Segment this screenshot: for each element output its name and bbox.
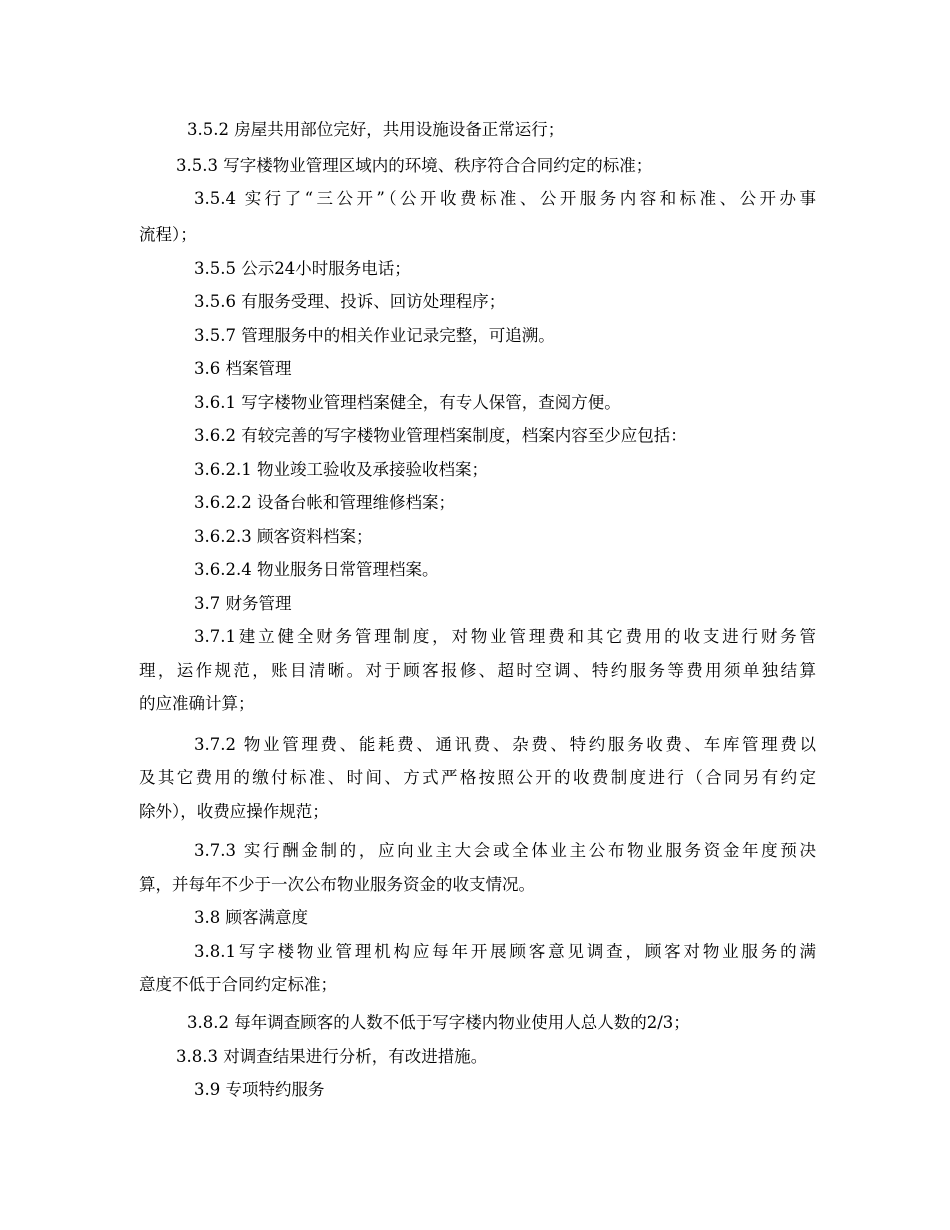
text-line-3-6-2-4: 3.6.2.4 物业服务日常管理档案。 xyxy=(194,560,439,579)
text-line-3-8-1: 3.8.1写字楼物业管理机构应每年开展顾客意见调查，顾客对物业服务的满 xyxy=(194,942,816,961)
text-line-3-7-3-cont: 算，并每年不少于一次公布物业服务资金的收支情况。 xyxy=(139,875,535,894)
heading-3-9: 3.9 专项特约服务 xyxy=(194,1080,325,1099)
text-line-3-7-1: 3.7.1建立健全财务管理制度，对物业管理费和其它费用的收支进行财务管 xyxy=(194,627,816,646)
text-line-3-7-1-cont-2: 的应准确计算； xyxy=(139,694,255,713)
text-line-3-5-7: 3.5.7 管理服务中的相关作业记录完整，可追溯。 xyxy=(194,326,555,345)
heading-3-8: 3.8 顾客满意度 xyxy=(194,908,308,927)
text-line-3-7-2-cont-2: 除外），收费应操作规范； xyxy=(139,802,329,821)
text-line-3-6-2-3: 3.6.2.3 顾客资料档案； xyxy=(194,527,373,546)
text-line-3-8-2: 3.8.2 每年调查顾客的人数不低于写字楼内物业使用人总人数的2/3； xyxy=(187,1013,690,1032)
text-line-3-7-2-cont-1: 及其它费用的缴付标准、时间、方式严格按照公开的收费制度进行（合同另有约定 xyxy=(139,768,816,787)
text-line-3-7-2: 3.7.2 物业管理费、能耗费、通讯费、杂费、特约服务收费、车库管理费以 xyxy=(194,735,816,754)
text-line-3-6-1: 3.6.1 写字楼物业管理档案健全，有专人保管，查阅方便。 xyxy=(194,393,621,412)
heading-3-7: 3.7 财务管理 xyxy=(194,594,292,613)
text-line-3-6-2-1: 3.6.2.1 物业竣工验收及承接验收档案； xyxy=(194,460,488,479)
text-line-3-5-2: 3.5.2 房屋共用部位完好，共用设施设备正常运行； xyxy=(187,120,565,139)
text-line-3-8-1-cont: 意度不低于合同约定标准； xyxy=(139,975,337,994)
text-line-3-5-5: 3.5.5 公示24小时服务电话； xyxy=(194,259,411,278)
text-line-3-5-3: 3.5.3 写字楼物业管理区域内的环境、秩序符合合同约定的标准； xyxy=(176,156,653,175)
text-line-3-5-6: 3.5.6 有服务受理、投诉、回访处理程序； xyxy=(194,292,506,311)
text-line-3-5-4-cont: 流程）； xyxy=(139,225,197,244)
text-line-3-8-3: 3.8.3 对调查结果进行分析，有改进措施。 xyxy=(176,1047,488,1066)
text-line-3-6-2-2: 3.6.2.2 设备台帐和管理维修档案； xyxy=(194,493,455,512)
text-line-3-5-4: 3.5.4 实行了“三公开”（公开收费标准、公开服务内容和标准、公开办事 xyxy=(194,189,816,208)
text-line-3-7-1-cont-1: 理，运作规范，账目清晰。对于顾客报修、超时空调、特约服务等费用须单独结算 xyxy=(139,661,816,680)
text-line-3-7-3: 3.7.3 实行酬金制的，应向业主大会或全体业主公布物业服务资金年度预决 xyxy=(194,841,816,860)
text-line-3-6-2: 3.6.2 有较完善的写字楼物业管理档案制度，档案内容至少应包括： xyxy=(194,426,687,445)
heading-3-6: 3.6 档案管理 xyxy=(194,359,292,378)
